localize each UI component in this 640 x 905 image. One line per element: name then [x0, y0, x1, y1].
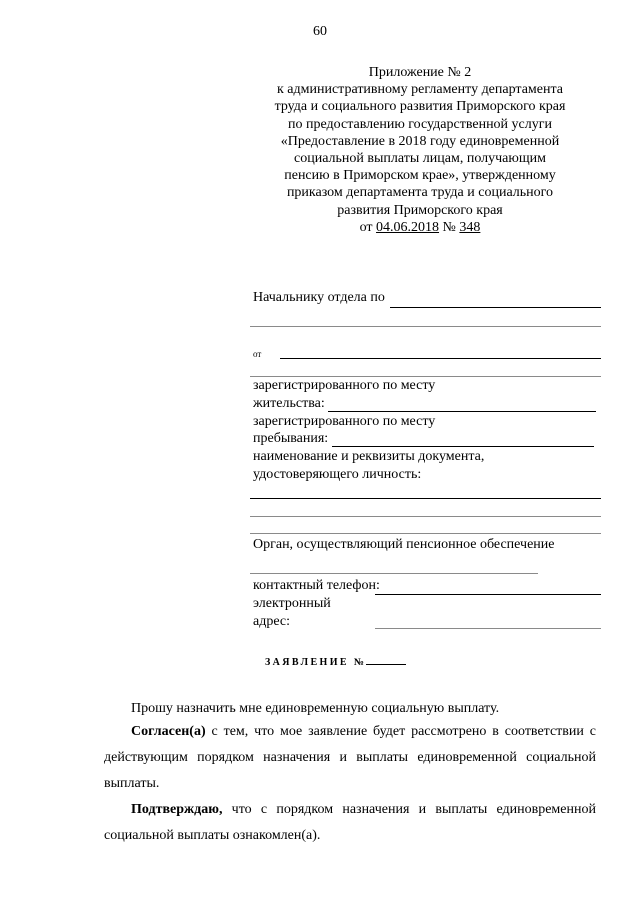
agree-paragraph	[104, 719, 596, 797]
phone-label: контактный телефон:	[253, 578, 380, 593]
document-label-2: удостоверяющего личность:	[253, 467, 422, 482]
email-label-2: адрес:	[253, 614, 291, 629]
to-field-line-2[interactable]	[250, 326, 601, 327]
document-label-1: наименование и реквизиты документа,	[253, 449, 485, 464]
appendix-line: развития Приморского края	[337, 202, 503, 218]
appendix-header	[250, 64, 590, 236]
from-label: от	[253, 349, 262, 359]
appendix-line: приказом департамента труда и социального	[286, 185, 554, 201]
appendix-line: труда и социального развития Приморского края	[274, 99, 566, 115]
confirm-bold: Подтверждаю,	[131, 802, 223, 817]
to-label: Начальнику отдела по	[253, 290, 385, 305]
appendix-line: «Предоставление в 2018 году единовременной	[280, 133, 560, 149]
document-field-line-3[interactable]	[250, 533, 601, 534]
residence-label-1: зарегистрированного по месту	[253, 378, 436, 393]
confirm-paragraph	[104, 797, 596, 849]
appendix-line: по предоставлению государственной услуги	[288, 116, 552, 132]
appendix-date-line	[250, 219, 590, 236]
from-field-line[interactable]	[280, 358, 601, 359]
pension-body-label: Орган, осуществляющий пенсионное обеспечение	[253, 537, 555, 552]
appendix-line: к административному регламенту департамента	[276, 82, 563, 98]
statement-number-line[interactable]	[366, 656, 406, 665]
confirm-text: что с порядком назначения и выплаты единовременной социальной выплаты ознакомлен(а).	[104, 802, 596, 843]
statement-title	[265, 656, 406, 668]
request-text: Прошу назначить мне единовременную социальную выплату.	[131, 701, 500, 716]
page-number: 60	[313, 24, 327, 39]
stay-field-line[interactable]	[332, 446, 594, 447]
pension-body-field-line[interactable]	[250, 573, 538, 574]
email-label-1: электронный	[253, 596, 331, 611]
residence-label-2: жительства:	[253, 396, 325, 411]
appendix-line: социальной выплаты лицам, получающим	[294, 151, 546, 167]
statement-title-text: ЗАЯВЛЕНИЕ №	[265, 657, 367, 668]
stay-label-2: пребывания:	[253, 431, 329, 446]
number-prefix: №	[439, 219, 460, 235]
to-field-line[interactable]	[390, 307, 601, 308]
date-prefix: от	[359, 219, 377, 235]
order-date: 04.06.2018	[376, 219, 440, 235]
appendix-line: пенсию в Приморском крае», утвержденному	[284, 168, 556, 184]
stay-label-1: зарегистрированного по месту	[253, 414, 436, 429]
document-field-line-2[interactable]	[250, 516, 601, 517]
order-number: 348	[459, 219, 481, 235]
phone-field-line[interactable]	[375, 594, 601, 595]
from-field-line-2[interactable]	[250, 376, 601, 377]
appendix-line: Приложение № 2	[368, 65, 472, 80]
agree-text: с тем, что мое заявление будет рассмотрено в соответствии с действующим порядком назначения и выплаты единовременной социальной выплаты.	[104, 724, 596, 791]
agree-bold: Согласен(а)	[131, 724, 206, 739]
residence-field-line[interactable]	[328, 411, 596, 412]
email-field-line[interactable]	[375, 628, 601, 629]
document-field-line-1[interactable]	[250, 498, 601, 499]
